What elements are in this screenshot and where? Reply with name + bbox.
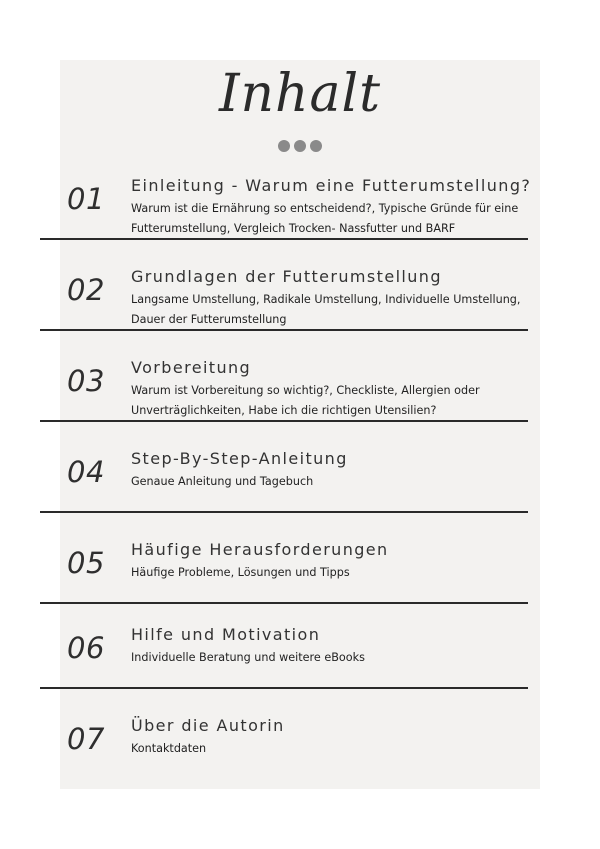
entry-description: Genaue Anleitung und Tagebuch [131,475,314,488]
divider [40,238,528,240]
entry-number: 06 [67,631,105,665]
entry-description: Langsame Umstellung, Radikale Umstellung, Individuelle Umstellung, Dauer der Futterumstellung [131,293,521,326]
divider [40,420,528,422]
entry-number: 03 [67,364,105,398]
ellipsis-icon [60,137,540,156]
entry-heading: Hilfe und Motivation [131,625,321,644]
divider [40,511,528,513]
divider [40,602,528,604]
entry-heading: Step-By-Step-Anleitung [131,449,348,468]
entry-heading: Über die Autorin [131,716,285,735]
entry-description: Individuelle Beratung und weitere eBooks [131,651,365,664]
divider [40,687,528,689]
entry-description: Warum ist Vorbereitung so wichtig?, Checkliste, Allergien oder Unverträglichkeiten, Habe ich die richtigen Utensilien? [131,384,480,417]
toc-page [60,60,540,789]
entry-number: 04 [67,455,105,489]
entry-description: Kontaktdaten [131,742,207,755]
dot-icon [294,140,306,152]
entry-heading: Vorbereitung [131,358,252,377]
entry-number: 01 [67,182,105,216]
entry-description: Warum ist die Ernährung so entscheidend?, Typische Gründe für eine Futterumstellung, Vergleich Trocken- Nassfutter und BARF [131,202,519,235]
entry-heading: Häufige Herausforderungen [131,540,389,559]
entry-description: Häufige Probleme, Lösungen und Tipps [131,566,350,579]
divider [40,329,528,331]
dot-icon [278,140,290,152]
dot-icon [310,140,322,152]
entry-number: 07 [67,722,105,756]
entry-heading: Grundlagen der Futterumstellung [131,267,442,286]
entry-heading: Einleitung - Warum eine Futterumstellung? [131,176,532,195]
page-title: Inhalt [218,64,382,124]
entry-number: 05 [67,546,105,580]
entry-number: 02 [67,273,105,307]
